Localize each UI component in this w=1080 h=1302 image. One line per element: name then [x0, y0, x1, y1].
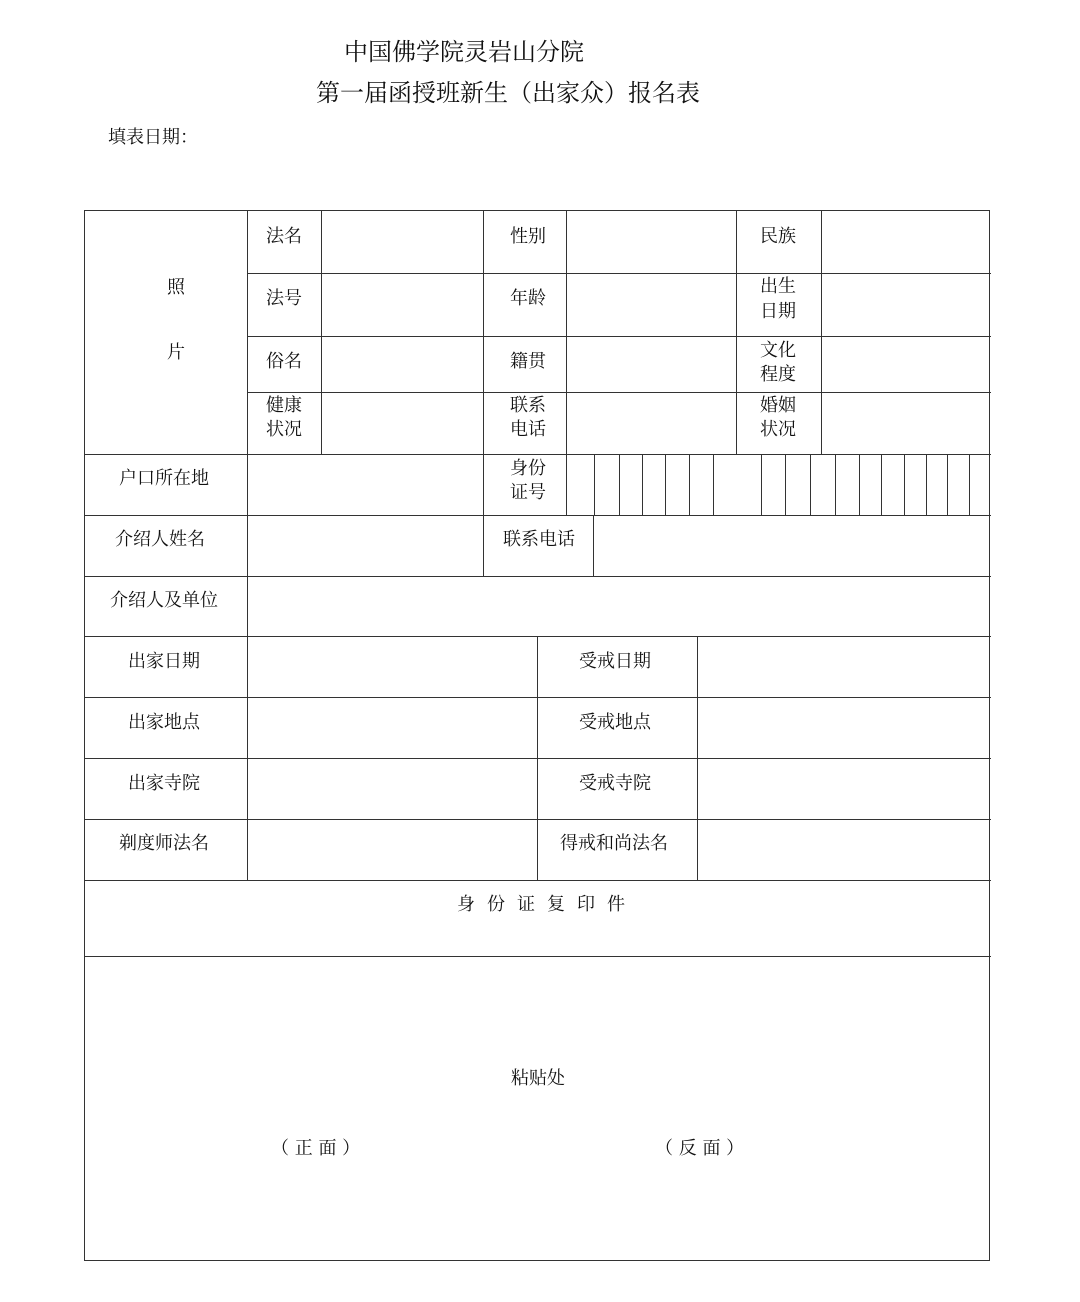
- id-box-line: [881, 454, 882, 515]
- id-box-line: [810, 454, 811, 515]
- id-box-line: [904, 454, 905, 515]
- id-box-line: [761, 454, 762, 515]
- id-box-line: [835, 454, 836, 515]
- grid-line: [537, 636, 538, 880]
- grid-line: [247, 273, 991, 274]
- grid-line: [85, 576, 991, 577]
- id-back-label: （ 反 面 ）: [655, 1138, 745, 1159]
- label-birth-date-1: 出生: [760, 276, 796, 297]
- grid-line: [736, 211, 737, 454]
- grid-line: [85, 956, 991, 957]
- grid-line: [85, 454, 991, 455]
- label-birth-date-2: 日期: [760, 301, 796, 322]
- grid-line: [321, 211, 322, 454]
- grid-line: [85, 515, 991, 516]
- label-education-1: 文化: [760, 340, 796, 361]
- label-phone-2: 电话: [510, 419, 546, 440]
- label-dharma-name: 法名: [266, 226, 302, 247]
- grid-line: [483, 211, 484, 576]
- label-precept-master: 得戒和尚法名: [560, 833, 668, 854]
- photo-label-char1: 照: [167, 277, 185, 298]
- registration-form-table: [84, 210, 990, 1261]
- form-title-institution: 中国佛学院灵岩山分院: [344, 38, 584, 66]
- id-box-line: [642, 454, 643, 515]
- grid-line: [697, 636, 698, 880]
- label-id-number-2: 证号: [510, 482, 546, 503]
- id-copy-title: 身份证复印件: [457, 894, 637, 915]
- paste-here-label: 粘贴处: [511, 1068, 565, 1089]
- label-health-2: 状况: [266, 419, 302, 440]
- id-box-line: [619, 454, 620, 515]
- label-lay-name: 俗名: [266, 351, 302, 372]
- id-box-line: [926, 454, 927, 515]
- id-box-line: [713, 454, 714, 515]
- label-age: 年龄: [510, 288, 546, 309]
- fill-date-label: 填表日期：: [108, 127, 198, 148]
- id-box-line: [947, 454, 948, 515]
- id-front-label: （ 正 面 ）: [271, 1138, 361, 1159]
- grid-line: [247, 392, 991, 393]
- grid-line: [85, 697, 991, 698]
- label-ethnicity: 民族: [760, 226, 796, 247]
- label-id-number-1: 身份: [510, 458, 546, 479]
- id-box-line: [969, 454, 970, 515]
- grid-line: [85, 819, 991, 820]
- label-ordain-temple: 出家寺院: [128, 773, 200, 794]
- label-precept-place: 受戒地点: [579, 712, 651, 733]
- id-box-line: [665, 454, 666, 515]
- id-box-line: [689, 454, 690, 515]
- label-hukou: 户口所在地: [119, 468, 209, 489]
- label-contact-phone: 联系电话: [503, 529, 575, 550]
- grid-line: [566, 211, 567, 515]
- grid-line: [85, 636, 991, 637]
- label-marital-2: 状况: [760, 419, 796, 440]
- id-box-line: [594, 454, 595, 515]
- label-ordain-date: 出家日期: [128, 651, 200, 672]
- id-box-line: [785, 454, 786, 515]
- grid-line: [247, 336, 991, 337]
- label-tonsure-master: 剃度师法名: [119, 833, 209, 854]
- label-referrer-name: 介绍人姓名: [115, 529, 205, 550]
- grid-line: [821, 211, 822, 454]
- form-title-main: 第一届函授班新生（出家众）报名表: [316, 79, 700, 107]
- id-box-line: [859, 454, 860, 515]
- label-precept-temple: 受戒寺院: [579, 773, 651, 794]
- grid-line: [247, 211, 248, 880]
- photo-label-char2: 片: [167, 342, 185, 363]
- label-education-2: 程度: [760, 364, 796, 385]
- grid-line: [593, 515, 594, 576]
- label-marital-1: 婚姻: [760, 395, 796, 416]
- grid-line: [85, 880, 991, 881]
- label-precept-date: 受戒日期: [579, 651, 651, 672]
- label-health-1: 健康: [266, 395, 302, 416]
- label-ordain-place: 出家地点: [128, 712, 200, 733]
- label-dharma-title: 法号: [266, 288, 302, 309]
- grid-line: [85, 758, 991, 759]
- label-phone-1: 联系: [510, 395, 546, 416]
- label-referrer-unit: 介绍人及单位: [110, 590, 218, 611]
- label-gender: 性别: [510, 226, 546, 247]
- label-native-place: 籍贯: [510, 351, 546, 372]
